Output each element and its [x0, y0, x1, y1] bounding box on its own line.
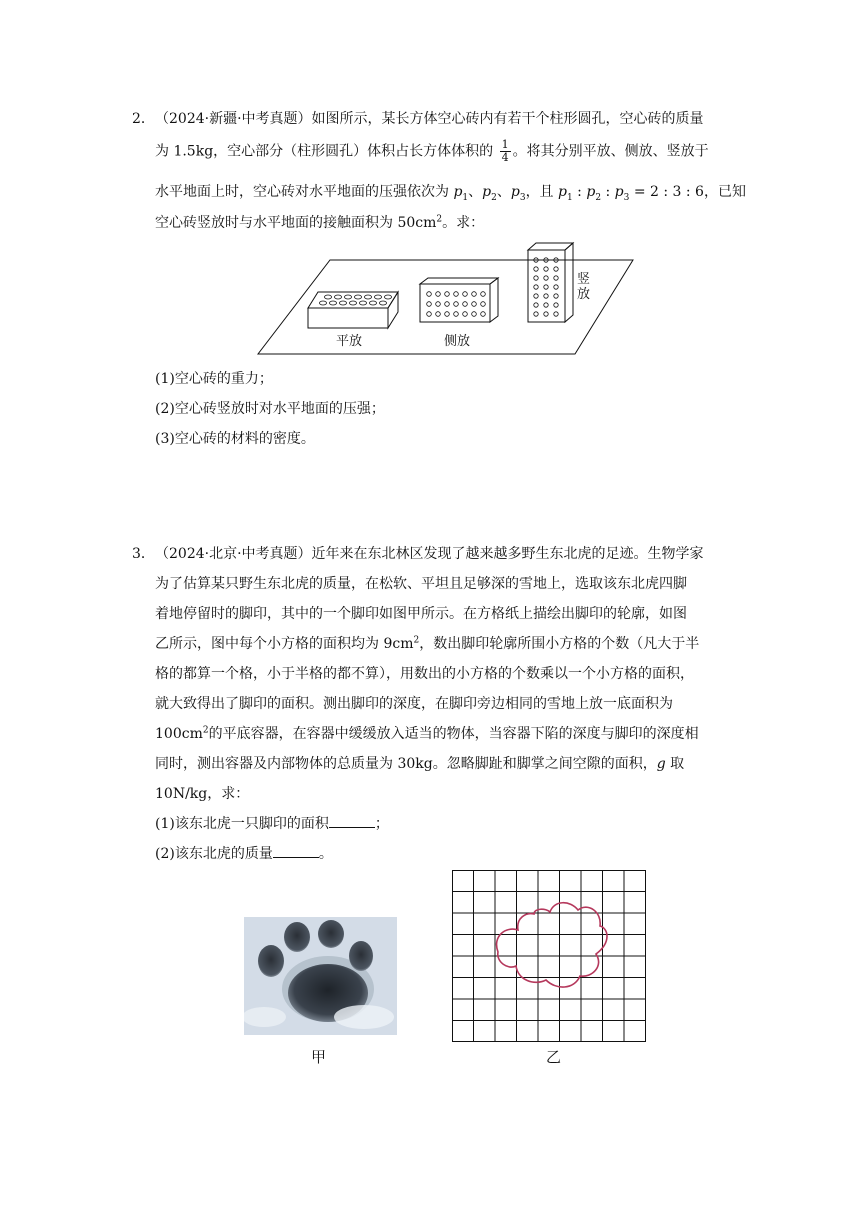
label-flat: 平放 [336, 334, 363, 349]
answer-blank[interactable] [273, 845, 319, 858]
q2-sub-1: (1)空心砖的重力； [155, 371, 273, 387]
q2-sub-2: (2)空心砖竖放时对水平地面的压强； [155, 401, 385, 417]
q2-line-1 [155, 108, 704, 128]
q3-line-9: 10N/kg，求： [155, 786, 250, 802]
q3-source: （2024·北京·中考真题） [155, 546, 312, 562]
stand-brick [528, 243, 573, 322]
fraction: $\frac{1}{4}$ [501, 138, 509, 164]
q2-line-2 [155, 139, 709, 164]
grid-figure [452, 870, 646, 1042]
q3-sub-2: (2)该东北虎的质量 。 [155, 846, 333, 862]
stand-holes [534, 258, 558, 316]
side-brick [420, 278, 498, 322]
q3-line-8: 同时，测出容器及内部物体的总质量为 30kg。忽略脚趾和脚掌之间空隙的面积，g 取 [155, 756, 685, 772]
q3-line-2: 为了估算某只野生东北虎的质量，在松软、平坦且足够深的雪地上，选取该东北虎四脚 [155, 576, 687, 592]
answer-blank[interactable] [329, 815, 375, 828]
label-side: 侧放 [444, 334, 471, 349]
q3-number: 3． [132, 546, 155, 562]
side-holes [427, 292, 486, 317]
q2-text: 为 1.5kg，空心部分（柱形圆孔）体积占长方体体积的 [155, 143, 494, 160]
caption-jia: 甲 [311, 1048, 327, 1066]
q3-line-1: （2024·北京·中考真题）近年来在东北林区发现了越来越多野生东北虎的足迹。生物学家 [155, 546, 704, 562]
label-stand: 竖放 [577, 272, 591, 302]
q2-line-3: 水平地面上时，空心砖对水平地面的压强依次为 $p_1$、$p_2$、$p_3$，且 $p_1$ : $p_2$ : $p_3 = 2$ : 3 : 6，已知 [155, 184, 746, 203]
caption-yi: 乙 [546, 1048, 562, 1066]
q3-line-7: $100cm^2$的平底容器，在容器中缓缓放入适当的物体，当容器下陷的深度与脚印的深度相 [155, 725, 699, 742]
q2-text: 如图所示，某长方体空心砖内有若干个柱形圆孔，空心砖的质量 [311, 111, 704, 127]
paw-print-photo [244, 917, 397, 1035]
flat-holes [320, 295, 392, 305]
q3-line-3: 着地停留时的脚印，其中的一个脚印如图甲所示。在方格纸上描绘出脚印的轮廓，如图 [155, 606, 687, 622]
q3-line-5: 格的都算一个格，小于半格的都不算），用数出的小方格的个数乘以一个小方格的面积， [155, 666, 694, 682]
q3-line-6: 就大致得出了脚印的面积。测出脚印的深度，在脚印旁边相同的雪地上放一底面积为 [155, 696, 673, 712]
q2-line-4: 空心砖竖放时与水平地面的接触面积为 $50cm^2$。求： [155, 214, 485, 231]
q3-line-4: 乙所示，图中每个小方格的面积均为 $9cm^2$，数出脚印轮廓所围小方格的个数（凡大于半 [155, 635, 700, 652]
q2-source: （2024·新疆·中考真题） [155, 111, 312, 127]
q2-text: 。将其分别平放、侧放、竖放于 [512, 143, 709, 160]
q3-sub-1: (1)该东北虎一只脚印的面积 ； [155, 816, 389, 832]
grid-lines [452, 870, 646, 1042]
paw-outline [497, 903, 607, 987]
q2-sub-3: (3)空心砖的材料的密度。 [155, 431, 315, 447]
q2-number: 2． [132, 111, 155, 127]
